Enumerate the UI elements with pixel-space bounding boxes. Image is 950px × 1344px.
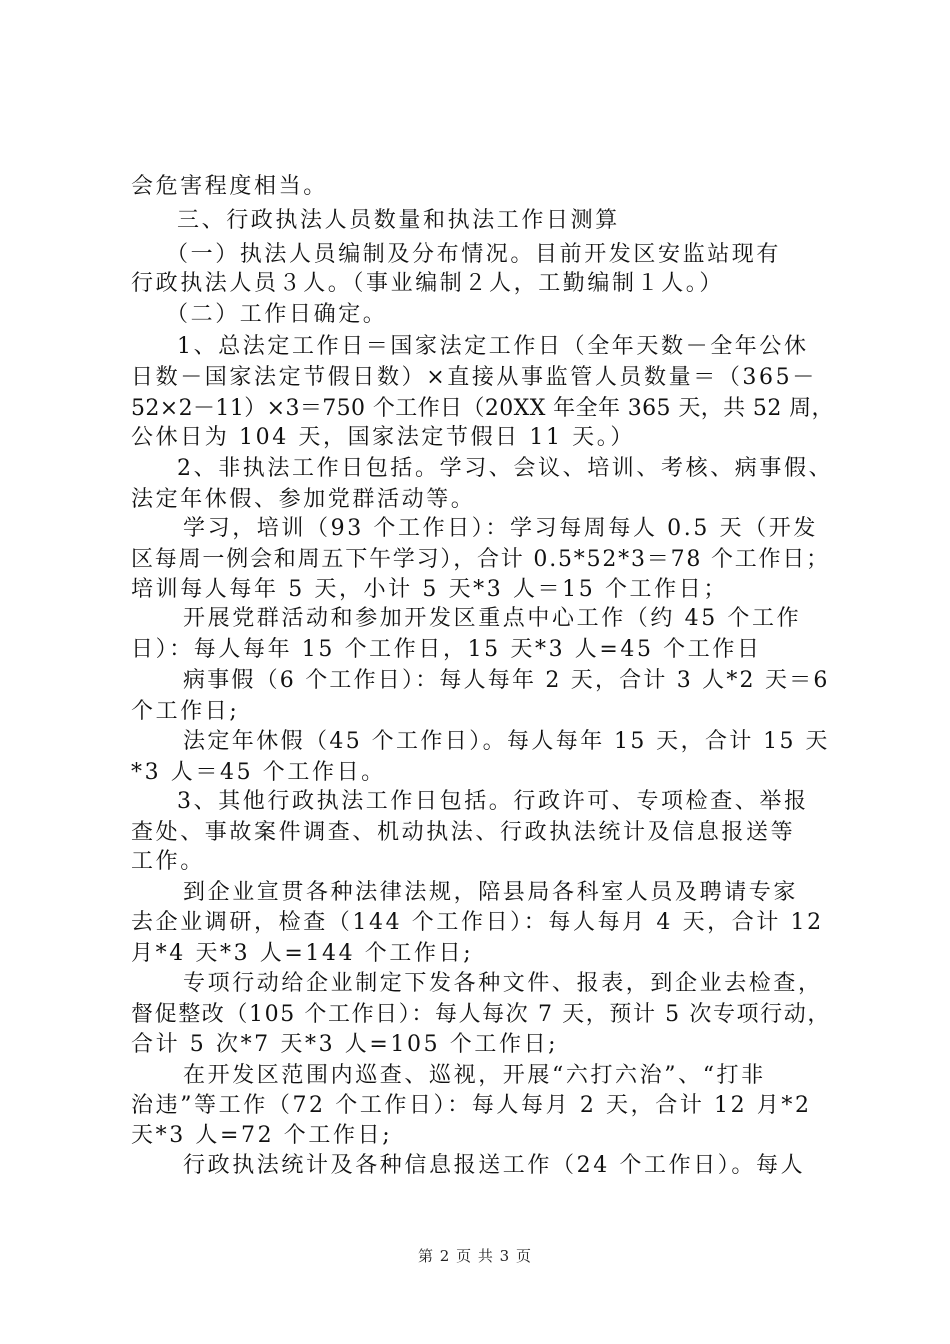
text-line: 行政执法人员３人。（事业编制２人，工勤编制１人。） (131, 271, 725, 296)
text-line: 病事假（6 个工作日）：每人每年 2 天，合计 3 人*2 天＝6 (183, 668, 830, 693)
text-line: 法定年休假、参加党群活动等。 (131, 487, 476, 512)
text-line: 培训每人每年 5 天，小计 5 天*3 人＝15 个工作日； (131, 577, 728, 602)
text-line: 1、总法定工作日＝国家法定工作日（全年天数－全年公休 (177, 334, 809, 359)
text-line: 日数－国家法定节假日数）×直接从事监管人员数量＝（365－ (131, 365, 817, 390)
text-line: 去企业调研，检查（144 个工作日）：每人每月 4 天，合计 12 (131, 910, 824, 935)
text-line: 行政执法统计及各种信息报送工作（24 个工作日）。每人 (183, 1153, 806, 1178)
text-line: 到企业宣贯各种法律法规，陪县局各科室人员及聘请专家 (183, 880, 799, 905)
page-number-footer: 第 2 页 共 3 页 (418, 1247, 532, 1265)
section-heading: 三、行政执法人员数量和执法工作日测算 (177, 208, 620, 233)
text-line: 合计 5 次*7 天*3 人=105 个工作日; (131, 1032, 559, 1057)
text-line: 区每周一例会和周五下午学习），合计 0.5*52*3＝78 个工作日； (131, 547, 830, 572)
subsection-heading: （二）工作日确定。 (166, 302, 388, 327)
text-line: 公休日为 104 天，国家法定节假日 11 天。） (131, 425, 635, 450)
text-line: 会危害程度相当。 (131, 174, 328, 199)
text-line: 查处、事故案件调查、机动执法、行政执法统计及信息报送等 (131, 820, 796, 845)
text-line: *3 人＝45 个工作日。 (131, 760, 386, 785)
text-line: 天*3 人=72 个工作日; (131, 1123, 393, 1148)
text-line: 学习，培训（93 个工作日）：学习每周每人 0.5 天（开发 (183, 516, 818, 541)
text-line: 开展党群活动和参加开发区重点中心工作（约 45 个工作 (183, 606, 802, 631)
text-line: 法定年休假（45 个工作日）。每人每年 15 天，合计 15 天 (183, 729, 830, 754)
text-line: 在开发区范围内巡查、巡视，开展“六打六治”、“打非 (183, 1063, 766, 1088)
text-line: 治违”等工作（72 个工作日）：每人每月 2 天，合计 12 月*2 (131, 1093, 812, 1118)
text-line: 个工作日; (131, 699, 240, 724)
text-line: （一）执法人员编制及分布情况。目前开发区安监站现有 (166, 242, 782, 267)
text-line: 专项行动给企业制定下发各种文件、报表，到企业去检查， (183, 971, 823, 996)
text-line: 工作。 (131, 849, 205, 874)
text-line: 日）：每人每年 15 个工作日，15 天*3 人=45 个工作日 (131, 637, 762, 662)
text-line: 52×2－11）×3＝750 个工作日（20XX 年全年 365 天，共 52 周， (131, 396, 834, 421)
text-line: 2、非执法工作日包括。学习、会议、培训、考核、病事假、 (177, 456, 834, 481)
text-line: 督促整改（105 个工作日）：每人每次 7 天，预计 5 次专项行动， (131, 1002, 831, 1027)
text-line: 3、其他行政执法工作日包括。行政许可、专项检查、举报 (177, 789, 809, 814)
text-line: 月*4 天*3 人=144 个工作日; (131, 941, 474, 966)
